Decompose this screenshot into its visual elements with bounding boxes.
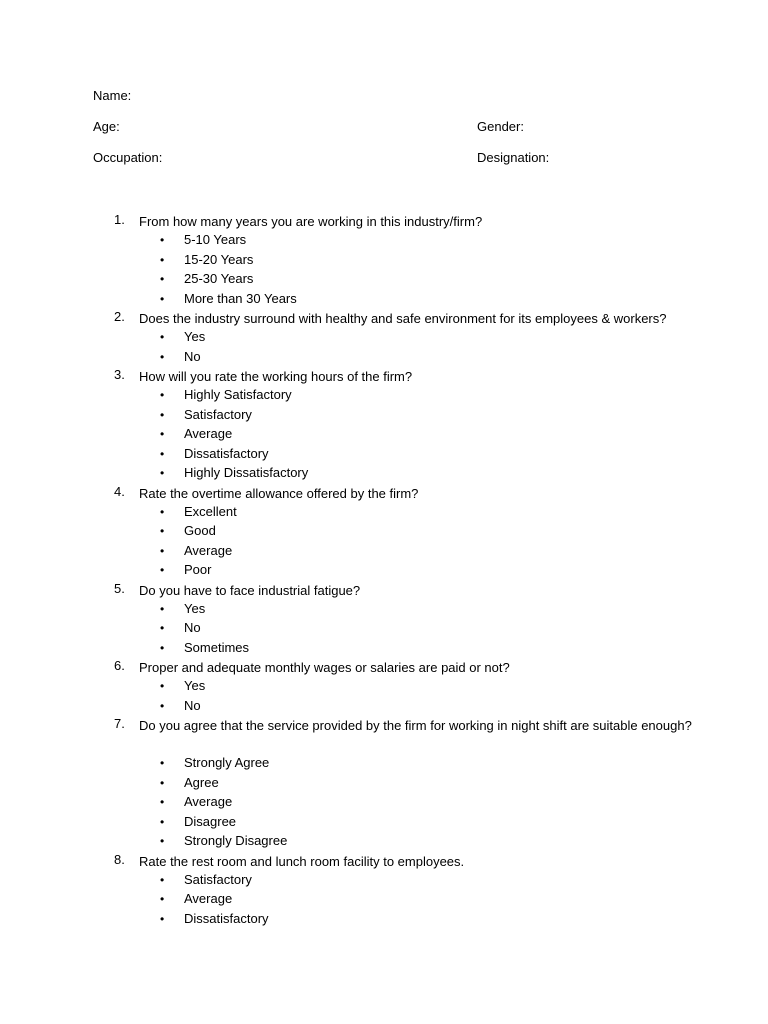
option-list — [0, 384, 768, 482]
option-label: Strongly Agree — [184, 755, 270, 770]
option-label: Yes — [184, 678, 206, 693]
option-item — [0, 888, 768, 908]
option-label: Strongly Disagree — [184, 833, 288, 848]
option-item — [0, 404, 768, 424]
option-label: Dissatisfactory — [184, 445, 269, 461]
bullet-icon: • — [160, 640, 165, 655]
option-item — [0, 462, 768, 482]
option-label: Highly Satisfactory — [184, 387, 292, 402]
bullet-icon: • — [160, 698, 165, 713]
occupation-label: Occupation: — [93, 150, 163, 165]
bullet-icon: • — [160, 543, 165, 558]
question-item — [0, 365, 768, 482]
option-label: Satisfactory — [184, 871, 252, 887]
option-item — [0, 598, 768, 618]
question-text: Do you have to face industrial fatigue? — [139, 582, 361, 598]
option-label: Average — [184, 794, 233, 809]
option-label: Average — [184, 542, 233, 558]
bullet-icon: • — [160, 524, 165, 538]
bullet-icon: • — [160, 563, 165, 577]
question-item — [0, 656, 768, 714]
option-item — [0, 869, 768, 889]
option-item — [0, 811, 768, 831]
question-list — [0, 210, 768, 927]
option-item — [0, 229, 768, 249]
question-text: Rate the overtime allowance offered by the firm? — [139, 485, 419, 501]
option-item — [0, 752, 768, 772]
option-item — [0, 520, 768, 540]
option-item — [0, 384, 768, 404]
option-item — [0, 617, 768, 637]
option-label: No — [184, 620, 201, 635]
question-heading — [0, 210, 768, 229]
designation-label: Designation: — [477, 150, 550, 165]
question-item — [0, 307, 768, 365]
question-text: How will you rate the working hours of the firm? — [139, 369, 413, 384]
bullet-icon: • — [160, 388, 165, 402]
name-label: Name: — [93, 88, 132, 103]
option-item — [0, 326, 768, 346]
option-item — [0, 675, 768, 695]
option-label: Highly Dissatisfactory — [184, 465, 309, 480]
question-item — [0, 850, 768, 928]
option-item — [0, 288, 768, 308]
bullet-icon: • — [160, 601, 165, 616]
question-text: Rate the rest room and lunch room facility to employees. — [139, 853, 465, 869]
option-label: 25-30 Years — [184, 271, 254, 286]
option-item — [0, 346, 768, 366]
bullet-icon: • — [160, 795, 165, 809]
bullet-icon: • — [160, 233, 165, 247]
question-heading — [0, 714, 768, 752]
option-item — [0, 443, 768, 463]
question-text: Do you agree that the service provided by the firm for working in night shift are suitable enough? — [139, 718, 692, 733]
option-label: Poor — [184, 562, 212, 577]
option-label: Sometimes — [184, 639, 250, 655]
bullet-icon: • — [160, 252, 165, 267]
bullet-icon: • — [160, 775, 165, 790]
bullet-icon: • — [160, 834, 165, 848]
option-label: Yes — [184, 329, 206, 344]
option-list — [0, 501, 768, 579]
option-item — [0, 501, 768, 521]
bullet-icon: • — [160, 621, 165, 635]
bullet-icon: • — [160, 756, 165, 770]
bullet-icon: • — [160, 911, 165, 926]
question-number: 7. — [114, 716, 125, 731]
age-label: Age: — [93, 119, 120, 134]
option-item — [0, 559, 768, 579]
option-list — [0, 326, 768, 365]
question-text: From how many years you are working in this industry/firm? — [139, 214, 483, 229]
bullet-icon: • — [160, 349, 165, 364]
question-item — [0, 714, 768, 850]
option-item — [0, 772, 768, 792]
option-label: Dissatisfactory — [184, 910, 269, 926]
question-number: 6. — [114, 658, 125, 673]
gender-label: Gender: — [477, 119, 524, 134]
bullet-icon: • — [160, 679, 165, 693]
bullet-icon: • — [160, 272, 165, 286]
question-item — [0, 210, 768, 307]
question-heading — [0, 482, 768, 501]
option-item — [0, 908, 768, 928]
option-label: 5-10 Years — [184, 232, 247, 247]
option-item — [0, 249, 768, 269]
option-label: Agree — [184, 774, 219, 790]
question-number: 2. — [114, 309, 125, 324]
option-item — [0, 791, 768, 811]
question-text: Proper and adequate monthly wages or salaries are paid or not? — [139, 660, 510, 675]
bullet-icon: • — [160, 407, 165, 422]
bullet-icon: • — [160, 466, 165, 480]
option-item — [0, 637, 768, 657]
option-label: No — [184, 348, 201, 364]
question-heading — [0, 307, 768, 326]
bullet-icon: • — [160, 427, 165, 441]
question-heading — [0, 656, 768, 675]
option-label: 15-20 Years — [184, 251, 254, 267]
question-number: 8. — [114, 851, 125, 867]
option-list — [0, 598, 768, 657]
question-number: 5. — [114, 580, 125, 596]
option-item — [0, 268, 768, 288]
question-heading — [0, 579, 768, 598]
question-item — [0, 482, 768, 579]
option-label: Good — [184, 523, 216, 538]
bullet-icon: • — [160, 814, 165, 829]
option-list — [0, 229, 768, 307]
question-item — [0, 579, 768, 657]
question-number: 1. — [114, 212, 125, 227]
bullet-icon: • — [160, 504, 165, 519]
option-item — [0, 830, 768, 850]
option-list — [0, 869, 768, 928]
option-list — [0, 752, 768, 850]
question-heading — [0, 850, 768, 869]
option-label: More than 30 Years — [184, 290, 297, 306]
option-label: Excellent — [184, 503, 237, 519]
bullet-icon: • — [160, 446, 165, 461]
bullet-icon: • — [160, 330, 165, 344]
bullet-icon: • — [160, 892, 165, 906]
question-text: Does the industry surround with healthy and safe environment for its employees & workers? — [139, 311, 667, 326]
option-label: Disagree — [184, 813, 237, 829]
option-label: No — [184, 697, 201, 713]
option-label: Yes — [184, 600, 206, 616]
option-label: Average — [184, 426, 233, 441]
bullet-icon: • — [160, 872, 165, 887]
option-list — [0, 675, 768, 714]
question-heading — [0, 365, 768, 384]
option-item — [0, 695, 768, 715]
bullet-icon: • — [160, 291, 165, 306]
question-number: 3. — [114, 367, 125, 382]
option-label: Satisfactory — [184, 406, 252, 422]
question-number: 4. — [114, 483, 125, 499]
option-item — [0, 423, 768, 443]
option-item — [0, 540, 768, 560]
option-label: Average — [184, 891, 233, 906]
